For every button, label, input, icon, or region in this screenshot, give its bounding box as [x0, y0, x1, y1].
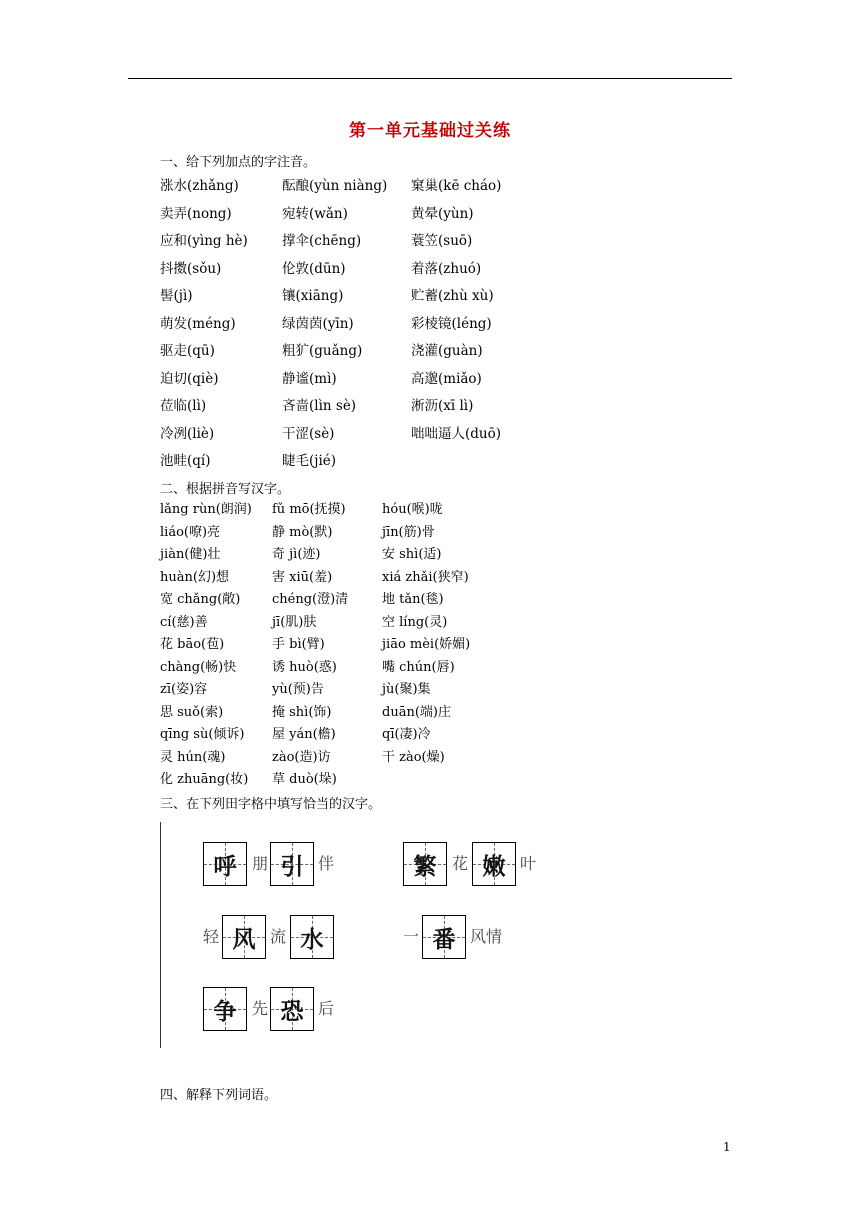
tianzige-box	[203, 987, 247, 1031]
item-entry: jù(聚)集	[382, 682, 431, 697]
tianzige-box	[270, 987, 314, 1031]
item-entry: 萌发(méng)	[160, 315, 236, 332]
section-3-margin-bar	[160, 822, 161, 1048]
box-char: 番	[432, 925, 456, 953]
item-entry: fǔ mō(抚摸)	[272, 502, 346, 517]
section-3-heading: 三、在下列田字格中填写恰当的汉字。	[160, 797, 382, 812]
tianzige-box	[222, 915, 266, 959]
tianzige-box	[290, 915, 334, 959]
grid-text: 轻	[203, 927, 220, 946]
item-entry: 灵 hún(魂)	[160, 749, 226, 765]
box-char: 恐	[280, 997, 304, 1025]
item-entry: 淅沥(xī lì)	[411, 398, 474, 414]
item-entry: 吝啬(lìn sè)	[282, 398, 357, 414]
item-entry: 诱 huò(惑)	[272, 659, 337, 675]
section-4-heading: 四、解释下列词语。	[160, 1088, 278, 1103]
item-entry: 应和(yìng hè)	[160, 233, 248, 249]
tianzige-box	[422, 915, 466, 959]
item-entry: 花 bāo(苞)	[160, 637, 225, 652]
grid-text: 花	[452, 854, 469, 873]
item-entry: huàn(幻)想	[160, 569, 230, 585]
item-entry: yù(预)告	[272, 682, 324, 697]
item-entry: 着落(zhuó)	[411, 260, 482, 277]
item-entry: 屋 yán(檐)	[272, 727, 336, 742]
item-entry: 安 shì(适)	[382, 547, 442, 562]
item-entry: 空 líng(灵)	[382, 614, 448, 630]
item-entry: 冷冽(liè)	[160, 425, 215, 442]
item-entry: 驱走(qū)	[160, 343, 215, 359]
item-entry: 手 bì(臂)	[272, 637, 325, 652]
item-entry: jīn(筋)骨	[382, 524, 435, 540]
item-entry: 掩 shì(饰)	[272, 704, 332, 720]
grid-text: 风情	[470, 927, 503, 946]
item-entry: 害 xiū(羞)	[272, 569, 333, 585]
item-entry: 咄咄逼人(duō)	[411, 425, 501, 442]
item-entry: 蓑笠(suō)	[411, 233, 473, 249]
item-entry: 贮蓄(zhù xù)	[411, 288, 494, 304]
item-entry: hóu(喉)咙	[382, 502, 443, 517]
item-entry: 池畦(qí)	[160, 453, 211, 469]
item-entry: 静谧(mì)	[282, 370, 337, 387]
grid-text: 伴	[318, 854, 335, 873]
grid-text: 朋	[252, 854, 269, 873]
item-entry: 窠巢(kē cháo)	[411, 178, 502, 194]
section-1-heading: 一、给下列加点的字注音。	[160, 155, 317, 170]
item-entry: 嘴 chún(唇)	[382, 659, 455, 675]
item-entry: 撑伞(chēng)	[282, 233, 362, 249]
item-entry: 干涩(sè)	[282, 425, 335, 442]
item-entry: 静 mò(默)	[272, 524, 333, 540]
item-entry: cí(慈)善	[160, 614, 208, 630]
grid-text: 后	[318, 999, 335, 1018]
item-entry: zào(造)访	[272, 749, 331, 765]
item-entry: jiāo mèi(娇媚)	[382, 637, 471, 652]
item-entry: 髻(jì)	[160, 288, 193, 304]
item-entry: qī(凄)冷	[382, 727, 431, 742]
tianzige-box	[203, 842, 247, 886]
box-char: 嫩	[482, 852, 506, 880]
grid-text: 一	[403, 927, 420, 946]
item-entry: 奇 jì(迹)	[272, 547, 321, 562]
box-char: 引	[280, 852, 304, 880]
grid-text: 先	[252, 999, 269, 1018]
box-char: 呼	[213, 852, 237, 880]
item-entry: 抖擞(sǒu)	[160, 260, 222, 277]
item-entry: lǎng rùn(朗润)	[160, 502, 252, 517]
item-entry: jī(肌)肤	[272, 614, 317, 630]
page-number: 1	[723, 1140, 731, 1154]
item-entry: 浇灌(guàn)	[411, 343, 483, 359]
item-entry: chàng(畅)快	[160, 659, 237, 675]
item-entry: 卖弄(nong)	[160, 205, 232, 222]
header-rule	[128, 78, 732, 79]
item-entry: 酝酿(yùn niàng)	[282, 178, 388, 194]
item-entry: 粗犷(guǎng)	[282, 343, 363, 359]
item-entry: 草 duò(垛)	[272, 772, 337, 787]
item-entry: 高邈(miǎo)	[411, 370, 482, 387]
tianzige-box	[403, 842, 447, 886]
page-title: 第一单元基础过关练	[349, 121, 511, 141]
section-2-heading: 二、根据拼音写汉字。	[160, 482, 291, 497]
item-entry: chéng(澄)清	[272, 592, 349, 607]
item-entry: 伦敦(dūn)	[282, 260, 346, 277]
item-entry: 绿茵茵(yīn)	[282, 315, 354, 332]
grid-text: 叶	[520, 854, 537, 873]
grid-text: 流	[270, 927, 287, 946]
tianzige-box	[270, 842, 314, 886]
item-entry: 宽 chǎng(敞)	[160, 592, 241, 607]
box-char: 繁	[413, 852, 437, 880]
item-entry: jiàn(健)壮	[160, 547, 221, 562]
item-entry: 迫切(qiè)	[160, 370, 219, 387]
box-char: 争	[213, 997, 237, 1025]
item-entry: 化 zhuāng(妆)	[160, 772, 249, 787]
box-char: 风	[232, 925, 256, 953]
tianzige-box	[472, 842, 516, 886]
item-entry: 思 suǒ(索)	[160, 704, 224, 720]
item-entry: xiá zhǎi(狭窄)	[382, 569, 469, 585]
item-entry: liáo(嘹)亮	[160, 524, 221, 540]
item-entry: 地 tǎn(毯)	[382, 592, 444, 607]
item-entry: 彩棱镜(léng)	[411, 315, 492, 332]
item-entry: 干 zào(燥)	[382, 749, 445, 765]
item-entry: 涨水(zhǎng)	[160, 178, 239, 194]
item-entry: qīng sù(倾诉)	[160, 727, 245, 742]
item-entry: duān(端)庄	[382, 704, 451, 720]
item-entry: zī(姿)容	[160, 682, 208, 697]
item-entry: 莅临(lì)	[160, 398, 207, 414]
item-entry: 宛转(wǎn)	[282, 205, 348, 222]
item-entry: 镶(xiāng)	[282, 288, 344, 304]
item-entry: 睫毛(jié)	[282, 453, 337, 469]
item-entry: 黄晕(yùn)	[411, 205, 474, 222]
box-char: 水	[300, 925, 324, 953]
